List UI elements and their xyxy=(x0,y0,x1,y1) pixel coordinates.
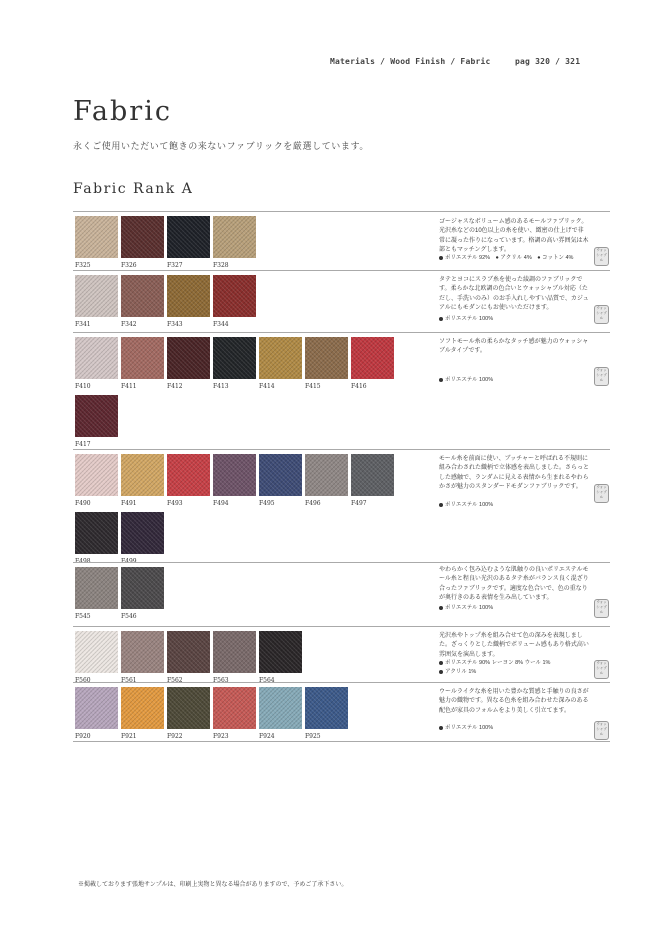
washable-badge-icon: ウォッシャブル xyxy=(594,721,609,740)
fabric-swatch xyxy=(121,275,164,317)
fabric-swatch xyxy=(75,395,118,437)
fabric-code: F922 xyxy=(167,733,183,740)
fabric-description: ウールライクな糸を用いた豊かな質感と手触りの良さが魅力の織物です。異なる色糸を組み合わせた深みのある配色が家具のフォルムをより美しく引立てます。 xyxy=(439,689,589,714)
fabric-swatch xyxy=(167,454,210,496)
composition-line xyxy=(439,501,599,510)
page-title: Fabric xyxy=(73,96,172,127)
fabric-code: F497 xyxy=(351,500,367,507)
fabric-swatch xyxy=(121,337,164,379)
fabric-section xyxy=(73,270,610,333)
bullet-icon xyxy=(439,503,443,507)
fabric-code: F417 xyxy=(75,441,91,448)
rank-title: Fabric Rank A xyxy=(73,181,194,197)
fabric-description: モール糸を前面に使い、ブッチャーと呼ばれる不規則に組み合わされた織柄で立体感を表出しました。さらっとした感触で、ランダムに見える表情から生まれるやわらかさが魅力のスタンダードモダンファブリックです。 xyxy=(439,456,590,490)
fabric-code: F410 xyxy=(75,383,91,390)
fabric-code: F341 xyxy=(75,321,91,328)
fabric-description: ソフトモール糸の柔らかなタッチ感が魅力のウォッシャブルタイプです。 xyxy=(439,339,589,355)
fabric-swatch xyxy=(121,454,164,496)
fabric-code: F561 xyxy=(121,677,137,684)
fabric-code: F495 xyxy=(259,500,275,507)
fabric-swatch xyxy=(351,337,394,379)
fabric-swatch xyxy=(213,454,256,496)
fabric-code: F560 xyxy=(75,677,91,684)
fabric-code: F490 xyxy=(75,500,91,507)
fabric-swatch xyxy=(75,454,118,496)
fabric-section xyxy=(73,682,610,742)
fabric-swatch xyxy=(213,216,256,258)
fabric-swatch xyxy=(75,512,118,554)
composition-line xyxy=(439,254,599,263)
fabric-swatch xyxy=(75,567,118,609)
fabric-swatch xyxy=(167,631,210,673)
fabric-swatch xyxy=(75,337,118,379)
fabric-code: F494 xyxy=(213,500,229,507)
fabric-section xyxy=(73,211,610,271)
fabric-code: F416 xyxy=(351,383,367,390)
fabric-swatch xyxy=(305,454,348,496)
fabric-code: F546 xyxy=(121,613,137,620)
fabric-code: F344 xyxy=(213,321,229,328)
bullet-icon xyxy=(439,661,443,665)
bullet-icon xyxy=(439,726,443,730)
fabric-swatch xyxy=(213,631,256,673)
fabric-section xyxy=(73,562,610,627)
bullet-icon xyxy=(439,670,443,674)
washable-badge-icon: ウォッシャブル xyxy=(594,484,609,503)
composition-line xyxy=(439,376,599,385)
composition-line xyxy=(439,724,599,733)
fabric-section xyxy=(73,626,610,683)
fabric-swatch xyxy=(259,687,302,729)
fabric-swatch xyxy=(121,567,164,609)
fabric-composition: ポリエステル 92% ● アクリル 4% ● コットン 4% xyxy=(445,255,574,261)
fabric-composition: ポリエステル 100% xyxy=(445,502,494,508)
composition-line xyxy=(439,659,599,668)
fabric-code: F562 xyxy=(167,677,183,684)
bullet-icon xyxy=(439,317,443,321)
page-subtitle: 永くご使用いただいて飽きの来ないファブリックを厳選しています。 xyxy=(73,141,369,151)
fabric-description: ゴージャスなボリューム感のあるモールファブリック。光沢糸などの10色以上の糸を使い、緻密の仕上げで非常に凝った作りになっています。格調の高い雰囲気は木部ともマッチングします。 xyxy=(439,219,589,253)
fabric-code: F491 xyxy=(121,500,137,507)
washable-badge-icon: ウォッシャブル xyxy=(594,305,609,324)
fabric-code: F328 xyxy=(213,262,229,269)
fabric-swatch xyxy=(121,631,164,673)
washable-badge-icon: ウォッシャブル xyxy=(594,367,609,386)
fabric-swatch xyxy=(213,687,256,729)
fabric-code: F343 xyxy=(167,321,183,328)
composition-line xyxy=(439,668,599,677)
fabric-code: F498 xyxy=(75,558,91,565)
fabric-code: F327 xyxy=(167,262,183,269)
washable-badge-icon: ウォッシャブル xyxy=(594,660,609,679)
footnote: ※掲載しております張地サンプルは、印刷上実物と異なる場合がありますので、予めご了承下さい。 xyxy=(78,882,348,888)
fabric-code: F921 xyxy=(121,733,137,740)
fabric-swatch xyxy=(75,216,118,258)
fabric-composition: ポリエステル 100% xyxy=(445,725,494,731)
fabric-composition: ポリエステル 100% xyxy=(445,377,494,383)
fabric-swatch xyxy=(75,275,118,317)
fabric-code: F412 xyxy=(167,383,183,390)
fabric-code: F326 xyxy=(121,262,137,269)
page-number: pag 320 / 321 xyxy=(515,57,581,66)
fabric-code: F499 xyxy=(121,558,137,565)
bullet-icon xyxy=(439,606,443,610)
fabric-code: F924 xyxy=(259,733,275,740)
fabric-code: F414 xyxy=(259,383,275,390)
fabric-code: F925 xyxy=(305,733,321,740)
fabric-code: F493 xyxy=(167,500,183,507)
fabric-swatch xyxy=(305,337,348,379)
fabric-composition: ポリエステル 100% xyxy=(445,605,494,611)
fabric-swatch xyxy=(167,687,210,729)
fabric-composition: ポリエステル 100% xyxy=(445,316,494,322)
fabric-composition: ポリエステル 90% レーヨン 8% ウール 1% xyxy=(445,660,551,666)
composition-line xyxy=(439,604,599,613)
washable-badge-icon: ウォッシャブル xyxy=(594,599,609,618)
fabric-code: F413 xyxy=(213,383,229,390)
breadcrumb: Materials / Wood Finish / Fabric xyxy=(330,57,491,66)
bullet-icon xyxy=(439,256,443,260)
fabric-code: F411 xyxy=(121,383,137,390)
fabric-description: 光沢糸やトップ糸を組み合せて色の深みを表現しました。ざっくりとした織柄でボリューム感もあり格式高い雰囲気を演出します。 xyxy=(439,633,589,658)
bullet-icon xyxy=(439,378,443,382)
fabric-swatch xyxy=(305,687,348,729)
fabric-swatch xyxy=(213,337,256,379)
fabric-code: F564 xyxy=(259,677,275,684)
fabric-description: タテとヨコにスラブ糸を使った綾調のファブリックです。柔らかな北欧調の色合いとウォッシャブル対応（ただし、手洗いのみ）のお手入れしやすい品質で、カジュアルにもモダンにもお使いいただけます。 xyxy=(439,277,589,311)
fabric-swatch xyxy=(213,275,256,317)
fabric-code: F545 xyxy=(75,613,91,620)
fabric-description: やわらかく包み込むような肌触りの良いポリエステルモール糸と程良い光沢のあるタテ糸がバランス良く混ざり合ったファブリックです。適度な色合いで、色の重なりが奥行きのある表情を生み出しています。 xyxy=(439,567,589,601)
page-header xyxy=(330,57,610,66)
fabric-swatch xyxy=(259,337,302,379)
fabric-swatch xyxy=(259,454,302,496)
composition-line xyxy=(439,315,599,324)
fabric-code: F920 xyxy=(75,733,91,740)
fabric-swatch xyxy=(121,512,164,554)
fabric-code: F342 xyxy=(121,321,137,328)
fabric-code: F923 xyxy=(213,733,229,740)
fabric-swatch xyxy=(167,216,210,258)
fabric-code: F563 xyxy=(213,677,229,684)
fabric-swatch xyxy=(75,687,118,729)
fabric-composition: アクリル 1% xyxy=(445,669,477,675)
fabric-section xyxy=(73,332,610,450)
fabric-swatch xyxy=(259,631,302,673)
fabric-code: F415 xyxy=(305,383,321,390)
fabric-swatch xyxy=(121,687,164,729)
fabric-section xyxy=(73,449,610,563)
fabric-swatch xyxy=(167,275,210,317)
fabric-swatch xyxy=(351,454,394,496)
fabric-swatch xyxy=(121,216,164,258)
fabric-swatch xyxy=(167,337,210,379)
fabric-code: F496 xyxy=(305,500,321,507)
fabric-code: F325 xyxy=(75,262,91,269)
washable-badge-icon: ウォッシャブル xyxy=(594,247,609,266)
fabric-swatch xyxy=(75,631,118,673)
